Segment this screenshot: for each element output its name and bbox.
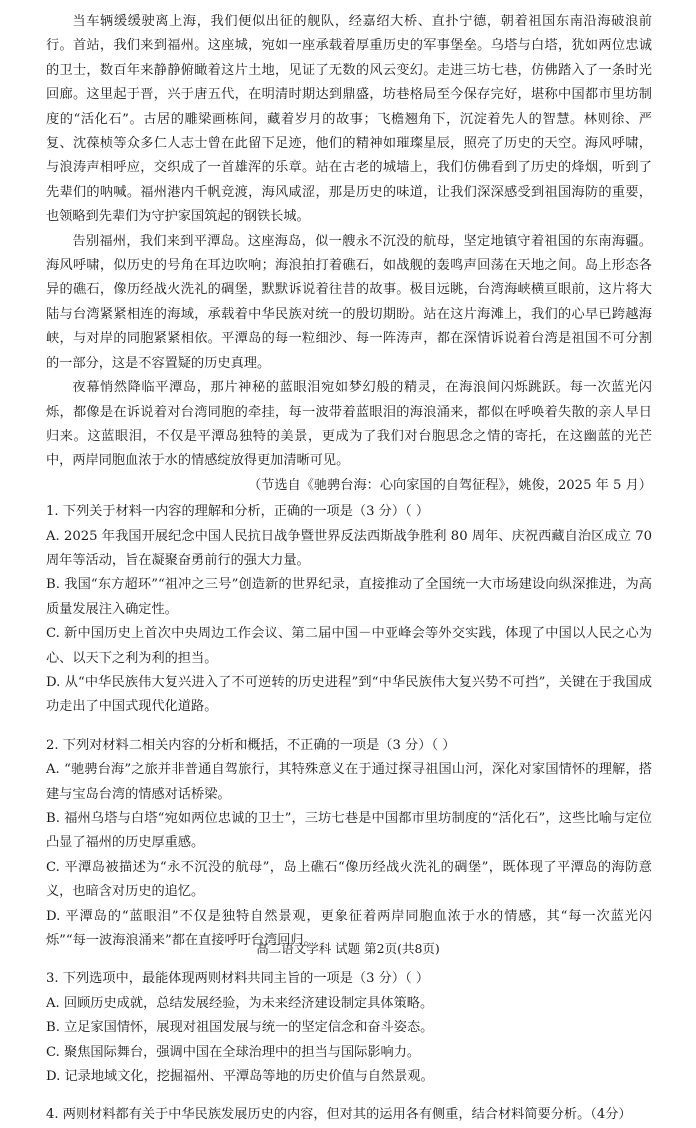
spacer [46,720,652,734]
question-stem: 1. 下列关于材料一内容的理解和分析，正确的一项是（3 分）（ ） [46,504,430,520]
source-citation: （节选自《驰骋台海：心向家国的自驾征程》，姚俊，2025 年 5 月） [248,477,652,493]
option-d: D. 记录地域文化，挖掘福州、平潭岛等地的历史价值与自然景观。 [46,1069,434,1085]
option-d: D. 平潭岛的“蓝眼泪”不仅是独特自然景观，更象征着两岸同胞血浓于水的情感，其“每一次蓝光闪烁”“每一波海浪涌来”都在直接呼吁台湾回归。 [46,908,652,949]
passage-paragraph-2: 告别福州，我们来到平潭岛。这座海岛，似一艘永不沉没的航母，坚定地镇守着祖国的东南海疆。海风呼啸，似历史的号角在耳边吹响；海浪拍打着礁石，如战舰的轰鸣声回荡在天地之间。岛上形态各异的礁石，像历经战火洗礼的碉堡，默默诉说着往昔的故事。极目远眺，台湾海峡横亘眼前，这片将大陆与台湾紧紧相连的海域，承载着中华民族对统一的殷切期盼。站在这片海滩上，我们的心早已跨越海峡，与对岸的同胞紧紧相依。平潭岛的每一粒细沙、每一阵涛声，都在深情诉说着台湾是祖国不可分割的一部分，这是不容置疑的历史真理。 [46,233,652,371]
option-d: D. 从“中华民族伟大复兴进入了不可逆转的历史进程”到“中华民族伟大复兴势不可挡”，关键在于我国成功走出了中国式现代化道路。 [46,674,652,715]
question-1 [46,500,652,720]
passage-paragraph-3: 夜幕悄然降临平潭岛，那片神秘的蓝眼泪宛如梦幻般的精灵，在海浪间闪烁跳跃。每一次蓝光闪烁，都像是在诉说着对台湾同胞的牵挂，每一波带着蓝眼泪的海浪涌来，都似在呼唤着失散的亲人早日归来。这蓝眼泪，不仅是平潭岛独特的美景，更成为了我们对台胞思念之情的寄托，在这幽蓝的光芒中，两岸同胞血浓于水的情感绽放得更加清晰可见。 [46,380,652,469]
question-stem: 4. 两则材料都有关于中华民族发展历史的内容，但对其的运用各有侧重，结合材料简要分析。（4分） [46,1107,632,1123]
option-a: A. 2025 年我国开展纪念中国人民抗日战争暨世界反法西斯战争胜利 80 周年、庆祝西藏自治区成立 70 周年等活动，旨在凝聚奋勇前行的强大力量。 [46,528,652,568]
option-b: B. 我国“东方超环”“祖冲之三号”创造新的世界纪录，直接推动了全国统一大市场建设向纵深推进，为高质量发展注入确定性。 [46,577,652,617]
question-3 [46,967,652,1089]
passage-paragraph-1: 当车辆缓缓驶离上海，我们便似出征的舰队，经嘉绍大桥、直扑宁德，朝着祖国东南沿海破浪前行。首站，我们来到福州。这座城，宛如一座承载着厚重历史的军事堡垒。乌塔与白塔，犹如两位忠诚的卫士，数百年来静静俯瞰着这片土地，见证了无数的风云变幻。走进三坊七巷，仿佛踏入了一条时光回廊。这里起于晋，兴于唐五代，在明清时期达到鼎盛，坊巷格局至今保存完好，堪称中国都市里坊制度的“活化石”。古居的雕梁画栋间，藏着岁月的故事；飞檐翘角下，沉淀着先人的智慧。林则徐、严复、沈葆桢等众多仁人志士曾在此留下足迹，他们的精神如璀璨星辰，照亮了历史的天空。海风呼啸，与浪涛声相呼应，交织成了一首雄浑的乐章。站在古老的城墙上，我们仿佛看到了历史的烽烟，听到了先辈们的呐喊。福州港内千帆竞渡，海风咸涩，那是历史的味道，让我们深深感受到祖国海防的重要，也领略到先辈们为守护家国筑起的钢铁长城。 [46,14,652,225]
question-4 [46,1103,652,1127]
option-c: C. 平潭岛被描述为“永不沉没的航母”，岛上礁石“像历经战火洗礼的碉堡”，既体现了平潭岛的海防意义，也暗含对历史的追忆。 [46,859,652,900]
question-2 [46,734,652,954]
option-c: C. 新中国历史上首次中央周边工作会议、第二届中国－中亚峰会等外交实践，体现了中国以人民之心为心、以天下之利为利的担当。 [46,626,652,666]
spacer [46,1089,652,1103]
option-b: B. 立足家国情怀，展现对祖国发展与统一的坚定信念和奋斗姿态。 [46,1020,434,1036]
option-c: C. 聚焦国际舞台，强调中国在全球治理中的担当与国际影响力。 [46,1044,421,1060]
option-a: A. “驰骋台海”之旅并非普通自驾旅行，其特殊意义在于通过探寻祖国山河，深化对家国情怀的理解，搭建与宝岛台湾的情感对话桥梁。 [46,762,652,802]
page-content [46,10,652,1128]
option-b: B. 福州乌塔与白塔“宛如两位忠诚的卫士”，三坊七巷是中国都市里坊制度的“活化石”，这些比喻与定位凸显了福州的历史厚重感。 [46,811,652,851]
question-stem: 2. 下列对材料二相关内容的分析和概括，不正确的一项是（3 分）（ ） [46,737,456,753]
question-stem: 3. 下列选项中，最能体现两则材料共同主旨的一项是（3 分）（ ） [46,971,430,987]
page-footer: 高二语文学科 试题 第2页(共8页) [256,941,440,956]
option-a: A. 回顾历史成就，总结发展经验，为未来经济建设制定具体策略。 [46,995,434,1011]
